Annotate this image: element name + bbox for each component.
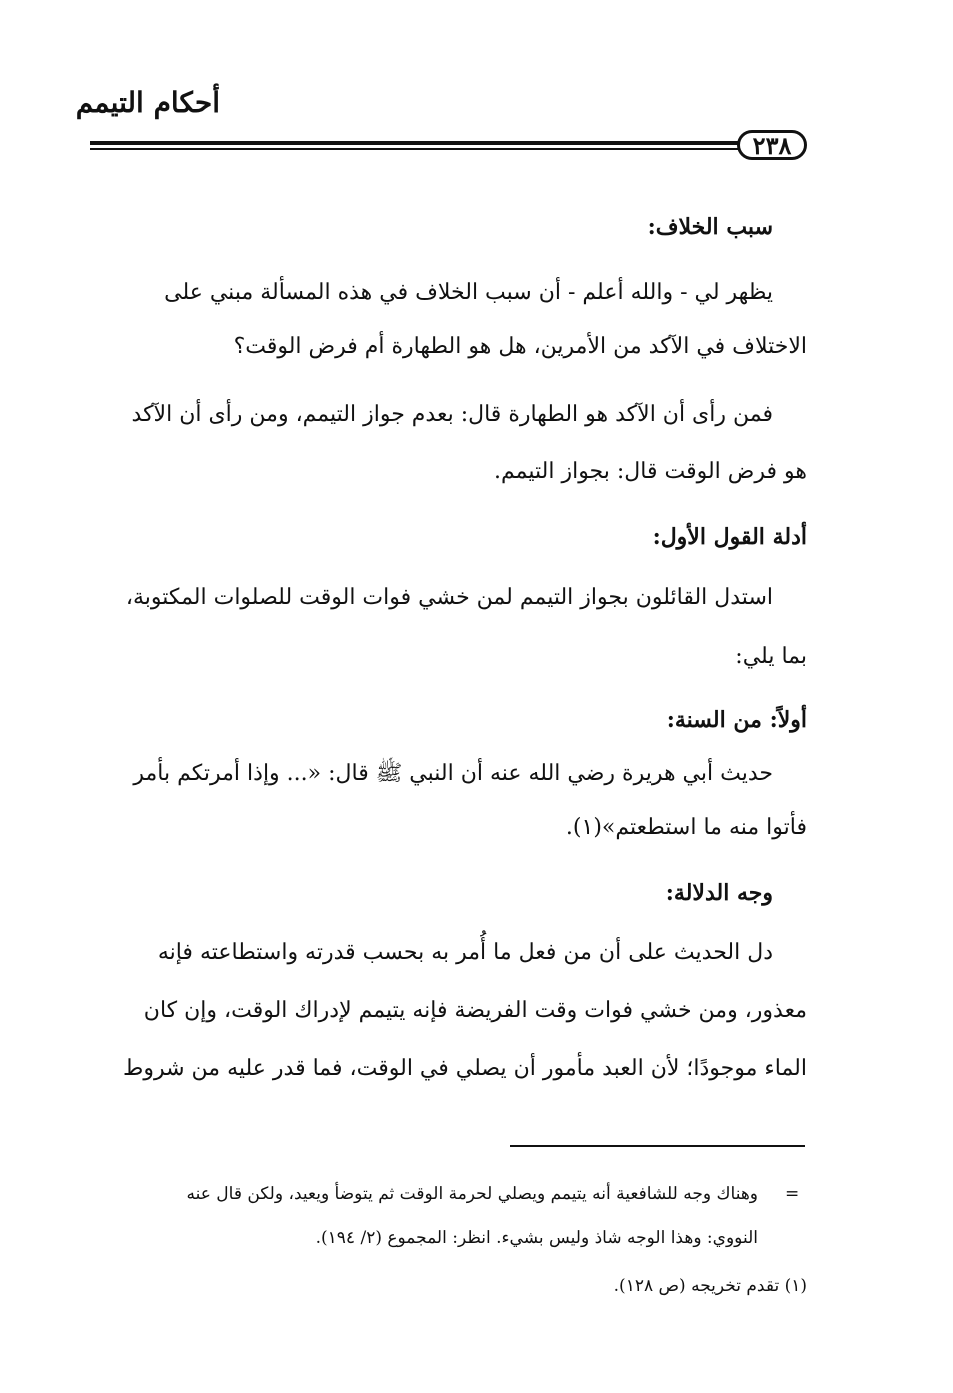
section-heading-sunnah: أولاً: من السنة:	[666, 707, 807, 733]
header-rule-thick	[90, 141, 738, 145]
paragraph-line: فأتوا منه ما استطعتم»(١).	[565, 815, 807, 840]
section-heading-evidence: أدلة القول الأول:	[652, 524, 807, 550]
paragraph-line: فمن رأى أن الآكد هو الطهارة قال: بعدم جواز التيمم، ومن رأى أن الآكد	[131, 402, 773, 427]
section-heading-reason: سبب الخلاف:	[647, 214, 773, 240]
footnote-line: وهناك وجه للشافعية أنه يتيمم ويصلي لحرمة الوقت ثم يتوضأ ويعيد، ولكن قال عنه	[186, 1184, 758, 1204]
paragraph-line: حديث أبي هريرة رضي الله عنه أن النبي ﷺ قال: «... وإذا أمرتكم بأمر	[133, 761, 773, 786]
paragraph-line: هو فرض الوقت قال: بجواز التيمم.	[494, 459, 807, 484]
paragraph-line: الاختلاف في الآكد من الأمرين، هل هو الطهارة أم فرض الوقت؟	[233, 334, 807, 359]
paragraph-line: دل الحديث على أن من فعل ما أُمر به بحسب قدرته واستطاعته فإنه	[157, 940, 773, 965]
paragraph-line: الماء موجودًا؛ لأن العبد مأمور أن يصلي في الوقت، فما قدر عليه من شروط	[123, 1056, 807, 1081]
section-heading-indication: وجه الدلالة:	[665, 880, 773, 906]
footnote-separator	[510, 1145, 805, 1147]
running-header-title: أحكام التيمم	[75, 86, 220, 119]
paragraph-line: يظهر لي - والله أعلم - أن سبب الخلاف في هذه المسألة مبني على	[164, 280, 773, 305]
page-number-badge	[737, 130, 807, 160]
page-number: ٢٣٨	[752, 130, 792, 160]
paragraph-line: بما يلي:	[735, 644, 807, 669]
paragraph-line: استدل القائلون بجواز التيمم لمن خشي فوات الوقت للصلوات المكتوبة،	[125, 585, 773, 610]
header-rule-thin	[90, 148, 738, 150]
footnote-continuation-mark: =	[785, 1184, 800, 1204]
paragraph-line: معذور، ومن خشي فوات وقت الفريضة فإنه يتيمم لإدراك الوقت، وإن كان	[143, 998, 807, 1023]
footnote-line: (١) تقدم تخريجه (ص ١٢٨).	[613, 1276, 807, 1296]
footnote-line: النووي: وهذا الوجه شاذ وليس بشيء. انظر: المجموع (٢/ ١٩٤).	[315, 1228, 758, 1248]
